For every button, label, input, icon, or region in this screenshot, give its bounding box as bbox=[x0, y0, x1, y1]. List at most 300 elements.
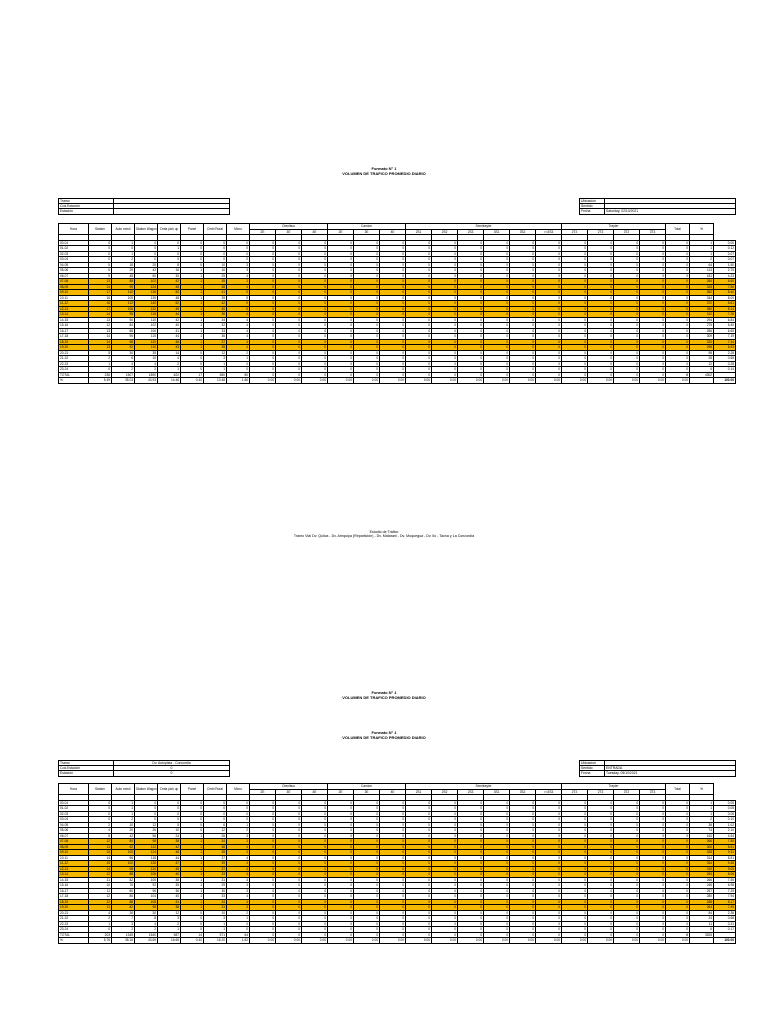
table-cell: 0 bbox=[536, 306, 562, 312]
table-cell: 112 bbox=[135, 844, 158, 850]
table-cell: 0 bbox=[536, 273, 562, 279]
table-cell: 0 bbox=[406, 328, 432, 334]
table-cell: 06-07 bbox=[59, 273, 89, 279]
table-cell: 0 bbox=[510, 323, 536, 329]
col-micro bbox=[227, 784, 250, 795]
table-cell: 1 bbox=[181, 844, 204, 850]
table-cell: 42 bbox=[158, 279, 181, 285]
table-cell: 0 bbox=[250, 811, 276, 817]
table-cell: 0 bbox=[640, 356, 666, 362]
table-cell: 0 bbox=[614, 323, 640, 329]
table-cell: 1345 bbox=[112, 932, 135, 938]
table-cell: 1 bbox=[112, 806, 135, 812]
table-cell: 0 bbox=[666, 861, 690, 867]
table-cell: 0 bbox=[562, 367, 588, 373]
table-cell: 2.28 bbox=[714, 350, 736, 356]
table-cell: 0 bbox=[276, 844, 302, 850]
table-cell: 0 bbox=[536, 855, 562, 861]
table-cell: 0 bbox=[640, 295, 666, 301]
table-cell: 04-05 bbox=[59, 822, 89, 828]
table-cell: 0 bbox=[302, 855, 328, 861]
sub-header-label: 2E bbox=[260, 229, 265, 234]
table-cell: 15-16 bbox=[59, 323, 89, 329]
table-cell: 130 bbox=[135, 295, 158, 301]
table-cell: 0 bbox=[158, 800, 181, 806]
col-hora bbox=[59, 784, 89, 795]
auto-label: Auto móvil bbox=[115, 787, 131, 791]
table-cell: 0 bbox=[666, 350, 690, 356]
table-cell: 0 bbox=[666, 855, 690, 861]
table-cell: 138 bbox=[135, 290, 158, 296]
table-cell: 41 bbox=[158, 328, 181, 334]
table-cell: 0 bbox=[562, 822, 588, 828]
table-cell: 2.38 bbox=[714, 910, 736, 916]
table-cell: 0 bbox=[458, 850, 484, 856]
table-cell: 5 bbox=[89, 350, 112, 356]
table-cell: 0 bbox=[354, 372, 380, 378]
table-cell: 2 bbox=[89, 916, 112, 922]
table-cell: 7.94 bbox=[714, 894, 736, 900]
table-cell: 1 bbox=[181, 317, 204, 323]
table-cell: 0 bbox=[89, 257, 112, 263]
table-cell: 12 bbox=[89, 872, 112, 878]
table-cell: 2.10 bbox=[714, 828, 736, 834]
table-cell: 0 bbox=[432, 894, 458, 900]
table-cell: 0 bbox=[250, 262, 276, 268]
table-cell: 0.00 bbox=[640, 938, 666, 944]
table-cell: 0 bbox=[614, 251, 640, 257]
table-cell: 0 bbox=[354, 273, 380, 279]
table-cell: 88 bbox=[112, 872, 135, 878]
table-cell: 0 bbox=[432, 356, 458, 362]
table-cell: 0 bbox=[354, 817, 380, 823]
table-cell: 0 bbox=[562, 833, 588, 839]
table-cell: 6.40 bbox=[714, 323, 736, 329]
table-cell: 0 bbox=[536, 850, 562, 856]
table-cell: 0 bbox=[458, 306, 484, 312]
table-cell: 0 bbox=[204, 811, 227, 817]
table-cell: 0 bbox=[328, 312, 354, 318]
table-cell: 4 bbox=[89, 828, 112, 834]
table-cell: 0 bbox=[458, 246, 484, 252]
table-cell: 102 bbox=[135, 323, 158, 329]
table-cell: 17 bbox=[89, 290, 112, 296]
table-cell: 0 bbox=[666, 800, 690, 806]
table-cell: 16.20 bbox=[204, 938, 227, 944]
table-cell: 0 bbox=[432, 284, 458, 290]
table-cell: 0 bbox=[406, 301, 432, 307]
table-cell: 3 bbox=[227, 262, 250, 268]
table-cell: 0 bbox=[380, 839, 406, 845]
table-cell: 0 bbox=[276, 312, 302, 318]
table-cell: 110 bbox=[112, 290, 135, 296]
table-cell: 0 bbox=[484, 828, 510, 834]
table-cell: 0.00 bbox=[406, 378, 432, 384]
table-cell: 0 bbox=[250, 822, 276, 828]
station-label: Station bbox=[95, 787, 105, 791]
table-cell: 0 bbox=[640, 367, 666, 373]
table-cell: 0 bbox=[204, 240, 227, 246]
table-cell: 0 bbox=[302, 921, 328, 927]
table-cell: 0 bbox=[536, 800, 562, 806]
table-cell: 0 bbox=[510, 899, 536, 905]
table-cell: 0 bbox=[328, 855, 354, 861]
table-cell: 60 bbox=[135, 273, 158, 279]
table-cell: 0 bbox=[484, 905, 510, 911]
table-cell: 0 bbox=[510, 839, 536, 845]
table-cell: 100.00 bbox=[714, 378, 736, 384]
table-cell: 12 bbox=[135, 822, 158, 828]
table-cell: 1 bbox=[204, 367, 227, 373]
table-cell: 0 bbox=[227, 811, 250, 817]
table-cell: 23-24 bbox=[59, 927, 89, 933]
table-cell: 0 bbox=[536, 350, 562, 356]
sub-header-label: 3S2 bbox=[519, 789, 526, 794]
table-cell: 0 bbox=[250, 861, 276, 867]
table-cell: 319 bbox=[690, 866, 714, 872]
table-cell: 05-06 bbox=[59, 268, 89, 274]
table-cell: 0 bbox=[302, 323, 328, 329]
table-cell: 0 bbox=[588, 905, 614, 911]
table-cell: 314 bbox=[690, 855, 714, 861]
table-cell: 0 bbox=[181, 921, 204, 927]
table-cell: 0.00 bbox=[380, 378, 406, 384]
table-cell: 2 bbox=[227, 350, 250, 356]
table-cell: 0 bbox=[328, 367, 354, 373]
table-cell: 0 bbox=[354, 844, 380, 850]
table-cell: 0 bbox=[614, 921, 640, 927]
table-cell: 0 bbox=[536, 844, 562, 850]
table-cell: 0 bbox=[562, 888, 588, 894]
sub-header-label: 3T3 bbox=[649, 789, 656, 794]
page2-right-info bbox=[579, 760, 736, 777]
table-cell: 0 bbox=[666, 328, 690, 334]
table-cell: 0 bbox=[510, 811, 536, 817]
table-cell: 0 bbox=[458, 301, 484, 307]
table-cell: 0 bbox=[458, 932, 484, 938]
table-cell: 0 bbox=[562, 295, 588, 301]
table-cell: 0 bbox=[276, 372, 302, 378]
table-cell: 0.00 bbox=[510, 378, 536, 384]
table-cell: 571 bbox=[204, 932, 227, 938]
table-cell: 0 bbox=[354, 317, 380, 323]
table-cell: 38 bbox=[158, 905, 181, 911]
table-cell: 0 bbox=[276, 262, 302, 268]
table-cell: 0 bbox=[250, 916, 276, 922]
station-label: Station bbox=[95, 227, 105, 231]
table-cell: 0 bbox=[666, 899, 690, 905]
table-cell: 0 bbox=[250, 800, 276, 806]
table-cell: 0 bbox=[89, 240, 112, 246]
table-cell: 0 bbox=[380, 822, 406, 828]
table-cell: 0 bbox=[250, 273, 276, 279]
table-cell: 0 bbox=[484, 833, 510, 839]
table-cell: 0 bbox=[302, 306, 328, 312]
table-cell: 0 bbox=[302, 872, 328, 878]
table-cell: 0 bbox=[458, 268, 484, 274]
table-cell: 0 bbox=[484, 811, 510, 817]
table-cell: 0 bbox=[276, 295, 302, 301]
table-cell: 0 bbox=[510, 361, 536, 367]
table-cell: 0 bbox=[328, 921, 354, 927]
table-cell: 0 bbox=[354, 877, 380, 883]
table-cell: 0 bbox=[510, 356, 536, 362]
table-cell: 0 bbox=[458, 894, 484, 900]
table-cell: 0 bbox=[458, 822, 484, 828]
table-cell: 0 bbox=[406, 339, 432, 345]
table-cell: 0 bbox=[614, 317, 640, 323]
table-cell: 0 bbox=[380, 356, 406, 362]
table-cell: 0 bbox=[354, 839, 380, 845]
table-cell: 0 bbox=[302, 361, 328, 367]
table-cell: 2 bbox=[135, 367, 158, 373]
table-cell: 0 bbox=[302, 894, 328, 900]
table-cell: 1 bbox=[690, 811, 714, 817]
table-cell: 8 bbox=[135, 916, 158, 922]
sub-header-label: 2E bbox=[338, 229, 343, 234]
table-cell: 0 bbox=[328, 328, 354, 334]
table-cell: 0 bbox=[250, 883, 276, 889]
table-cell: 0 bbox=[458, 877, 484, 883]
table-cell: 0 bbox=[250, 268, 276, 274]
table-cell: 102 bbox=[135, 279, 158, 285]
table-cell: 44 bbox=[158, 312, 181, 318]
table-cell: 0 bbox=[302, 844, 328, 850]
info-row: Cod.Estación 0 bbox=[59, 766, 230, 771]
table-cell: 0 bbox=[536, 284, 562, 290]
table-cell: 0 bbox=[562, 932, 588, 938]
table-cell: 350 bbox=[690, 306, 714, 312]
table-cell: 0 bbox=[406, 806, 432, 812]
table-cell: 0.00 bbox=[302, 378, 328, 384]
table-cell: 266 bbox=[690, 877, 714, 883]
table-cell: 0 bbox=[302, 290, 328, 296]
table-cell: 0 bbox=[640, 899, 666, 905]
info-row: Estación bbox=[59, 209, 230, 214]
table-cell: 07-08 bbox=[59, 839, 89, 845]
table-cell: 0 bbox=[276, 877, 302, 883]
table-cell: 0 bbox=[302, 268, 328, 274]
table-cell: 0 bbox=[227, 921, 250, 927]
table-cell: 0 bbox=[250, 844, 276, 850]
table-cell: 46 bbox=[158, 339, 181, 345]
table-cell: 0 bbox=[302, 932, 328, 938]
table-cell: 52 bbox=[158, 301, 181, 307]
table-cell: 11 bbox=[89, 877, 112, 883]
table-cell: 0 bbox=[562, 828, 588, 834]
table-cell: 0 bbox=[250, 899, 276, 905]
table-cell: 0 bbox=[380, 328, 406, 334]
pct-label: % bbox=[700, 227, 703, 231]
table-cell: 1 bbox=[690, 246, 714, 252]
table-cell: 0 bbox=[158, 257, 181, 263]
table-cell: 3 bbox=[227, 877, 250, 883]
table-cell: 07-08 bbox=[59, 279, 89, 285]
table-cell: 0 bbox=[458, 916, 484, 922]
table-cell: 1 bbox=[227, 356, 250, 362]
table-cell: 0.00 bbox=[250, 938, 276, 944]
rural-label: Cmbi Rural bbox=[207, 787, 223, 791]
table-cell: 284 bbox=[690, 872, 714, 878]
table-cell: 0 bbox=[562, 866, 588, 872]
table-cell: 0 bbox=[328, 240, 354, 246]
table-cell: 0 bbox=[302, 251, 328, 257]
info-row: Tramo Dv. Autopista - Concordia bbox=[59, 761, 230, 766]
table-cell: 0 bbox=[614, 844, 640, 850]
table-cell: 0 bbox=[536, 323, 562, 329]
table-cell: 0.14 bbox=[714, 367, 736, 373]
table-cell: 48 bbox=[158, 295, 181, 301]
table-cell: 0 bbox=[484, 262, 510, 268]
table-cell: 0 bbox=[536, 328, 562, 334]
table-cell: 0 bbox=[406, 921, 432, 927]
table-cell: 18 bbox=[89, 301, 112, 307]
table-cell: 10-11 bbox=[59, 295, 89, 301]
table-cell: 3 bbox=[227, 279, 250, 285]
table-cell: 00-01 bbox=[59, 800, 89, 806]
table-cell: 20-21 bbox=[59, 350, 89, 356]
col-micro bbox=[227, 224, 250, 235]
table-cell: 0 bbox=[640, 921, 666, 927]
table-cell: 0 bbox=[536, 290, 562, 296]
table-cell: 0 bbox=[380, 872, 406, 878]
table-cell: 0 bbox=[380, 295, 406, 301]
table-cell: 0 bbox=[562, 905, 588, 911]
table-cell: 0 bbox=[588, 339, 614, 345]
table-cell: 0 bbox=[432, 295, 458, 301]
table-cell: 0 bbox=[614, 905, 640, 911]
study-route: Tramo Vial Dv. Quilca - Dv. Arequipa (Repartición) - Dv. Matarani - Dv. Moquegua - Dv. Ilo - Tacna y La Concordia bbox=[293, 534, 475, 538]
table-cell: 0 bbox=[562, 306, 588, 312]
sub-header-label: 3S1 bbox=[493, 789, 500, 794]
table-cell: 0 bbox=[380, 317, 406, 323]
table-cell: 0 bbox=[588, 284, 614, 290]
table-cell: 0 bbox=[588, 356, 614, 362]
table-cell: 0 bbox=[510, 257, 536, 263]
table-cell: 0 bbox=[458, 295, 484, 301]
table-cell: 0 bbox=[354, 350, 380, 356]
table-cell: 0 bbox=[432, 872, 458, 878]
sub-header-label: >=3S3 bbox=[543, 229, 554, 234]
table-cell: 0 bbox=[380, 811, 406, 817]
table-cell: 26 bbox=[135, 828, 158, 834]
table-cell: 0 bbox=[380, 866, 406, 872]
table-cell: 0 bbox=[276, 251, 302, 257]
table-cell: 0 bbox=[380, 284, 406, 290]
table-cell: 0 bbox=[510, 372, 536, 378]
table-cell: 0 bbox=[380, 312, 406, 318]
table-cell: 1 bbox=[181, 306, 204, 312]
table-cell: 1 bbox=[181, 883, 204, 889]
table-cell: 0 bbox=[432, 811, 458, 817]
table-cell: 0 bbox=[328, 905, 354, 911]
table-cell: 0 bbox=[562, 910, 588, 916]
table-cell: 0 bbox=[354, 339, 380, 345]
table-cell: 21-22 bbox=[59, 356, 89, 362]
table-cell: 0 bbox=[406, 855, 432, 861]
table-cell: 0 bbox=[380, 246, 406, 252]
table-cell: 1 bbox=[181, 312, 204, 318]
table-cell: 0 bbox=[328, 246, 354, 252]
table-cell: 1.86 bbox=[227, 378, 250, 384]
table-cell: 0 bbox=[89, 811, 112, 817]
table-cell: 98 bbox=[690, 350, 714, 356]
table-cell: 0 bbox=[250, 910, 276, 916]
table-cell: 0 bbox=[562, 361, 588, 367]
table-cell: 0 bbox=[614, 872, 640, 878]
table-cell: 0 bbox=[510, 350, 536, 356]
pct-label: % bbox=[700, 787, 703, 791]
omnibus-label: Omnibus bbox=[282, 224, 295, 229]
table-cell: 0 bbox=[562, 806, 588, 812]
table-cell: 00-01 bbox=[59, 240, 89, 246]
table-cell: 0 bbox=[614, 877, 640, 883]
table-cell: 0 bbox=[135, 257, 158, 263]
table-cell: 42 bbox=[135, 268, 158, 274]
table-cell: 0 bbox=[640, 284, 666, 290]
study-title: Estudio de Tráfico bbox=[369, 530, 399, 534]
table-cell: 0 bbox=[588, 350, 614, 356]
table-cell: 0 bbox=[354, 290, 380, 296]
table-cell: 13-14 bbox=[59, 872, 89, 878]
table-cell: 0 bbox=[302, 877, 328, 883]
table-cell: 0 bbox=[666, 811, 690, 817]
table-cell: 0 bbox=[276, 899, 302, 905]
table-cell: 0 bbox=[227, 367, 250, 373]
table-cell: 0 bbox=[614, 268, 640, 274]
table-cell: 0 bbox=[484, 268, 510, 274]
table-cell: 0 bbox=[640, 866, 666, 872]
table-cell: 98 bbox=[112, 339, 135, 345]
table-cell: 4 bbox=[227, 894, 250, 900]
table-cell: 0 bbox=[328, 317, 354, 323]
table-cell: 0 bbox=[562, 350, 588, 356]
table-cell: 0 bbox=[354, 828, 380, 834]
table-cell: 112 bbox=[112, 301, 135, 307]
table-cell: 0 bbox=[406, 861, 432, 867]
table-cell: 29 bbox=[204, 273, 227, 279]
table-cell: 0 bbox=[536, 339, 562, 345]
table-cell: 1 bbox=[181, 855, 204, 861]
table-cell: 30 bbox=[112, 350, 135, 356]
table-cell: 0 bbox=[536, 932, 562, 938]
table-cell: 0 bbox=[458, 888, 484, 894]
table-cell: 0 bbox=[588, 839, 614, 845]
table-cell: 0 bbox=[510, 927, 536, 933]
table-cell: 0 bbox=[89, 246, 112, 252]
table-cell: 0 bbox=[380, 861, 406, 867]
table-cell: 4 bbox=[227, 850, 250, 856]
table-cell: 0 bbox=[276, 240, 302, 246]
info-row: Fecha Tuesday, 05/10/2021 bbox=[580, 771, 736, 776]
table-cell: 0 bbox=[484, 877, 510, 883]
table-cell: 0 bbox=[588, 251, 614, 257]
table-cell: 106 bbox=[135, 328, 158, 334]
table-cell: 0 bbox=[181, 806, 204, 812]
table-cell: 0 bbox=[536, 295, 562, 301]
table-cell: 0 bbox=[666, 334, 690, 340]
table-cell: 0 bbox=[328, 916, 354, 922]
table-cell: 0 bbox=[640, 872, 666, 878]
table-cell: 0 bbox=[406, 262, 432, 268]
sub-header-label: 3E bbox=[286, 789, 291, 794]
table-cell: 0 bbox=[250, 257, 276, 263]
table-cell: 0 bbox=[484, 317, 510, 323]
table-cell: 0 bbox=[432, 339, 458, 345]
table-cell: 84 bbox=[690, 910, 714, 916]
col-pct bbox=[690, 784, 714, 795]
table-cell: 0 bbox=[484, 883, 510, 889]
